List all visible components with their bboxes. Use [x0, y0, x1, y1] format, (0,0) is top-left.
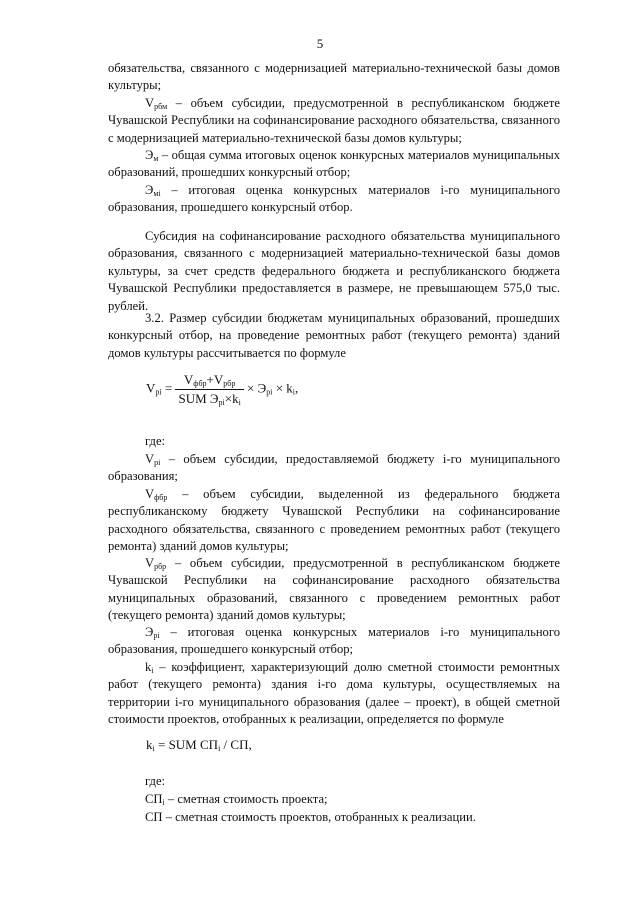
paragraph-subsidy [108, 228, 560, 315]
definition-eri: $Э_{рi}$ – итоговая оценка конкурсных материалов i-го муниципального образования, прошедшего конкурсный отбор; [108, 625, 560, 657]
symbol: V [145, 96, 155, 110]
fraction-denominator: SUM $Э_{рi}\times k_i$ [178, 391, 241, 407]
formula-vri: $V_{рi}$ = $\frac{V_{фбр}+V_{рбр}}{SUM Э_{рi}\times k_i}$ × $Э_{рi} \times k_i$, [146, 372, 299, 407]
definition-em [108, 147, 560, 182]
definition-text: – общая сумма итоговых оценок конкурсных материалов муниципальных образований, прошедших конкурсный отбор; [108, 148, 560, 180]
formula-fraction [175, 372, 243, 407]
definition-vfbr: $V_{фбр}$ – объем субсидии, выделенной из федерального бюджета республиканскому бюджету Чувашской Республики на софинансирование расходного обязательства, связанного с проведением ремонтных работ (текущего ремонта) зданий домов культуры; [108, 487, 560, 554]
text-p1: обязательства, связанного с модернизацией материально-технической базы домов культуры; [108, 61, 560, 93]
definition-ki: $k_i$ – коэффициент, характеризующий долю сметной стоимости ремонтных работ (текущего ремонта) здания i-го дома культуры, осуществляемых на территории i-го муниципального образования (далее – проект), в общей сметной стоимости проектов, отобранных к реализации, определяется по формуле [108, 660, 560, 727]
symbol-sub: рбм [154, 102, 168, 111]
symbol-sub: мi [153, 189, 161, 198]
definition-spi: $СП_i$ – сметная стоимость проекта; [145, 792, 328, 807]
definition-text: – объем субсидии, предусмотренной в республиканском бюджете Чувашской Республики на софинансирование расходного обязательства, связанного с модернизацией материально-технической базы домов культуры; [108, 96, 560, 145]
text-3-2: 3.2. Размер субсидии бюджетам муниципальных образований, прошедших конкурсный отбор, на проведение ремонтных работ (текущего ремонта) зданий домов культуры рассчитывается по формуле [108, 311, 560, 360]
definition-vrbm [108, 95, 560, 147]
definition-text: – итоговая оценка конкурсных материалов i-го муниципального образования, прошедшего конкурсный отбор. [108, 183, 560, 215]
definition-emi [108, 182, 560, 217]
text-subsidy: Субсидия на софинансирование расходного обязательства муниципального образования, связанного с модернизацией материально-технической базы домов культуры, за счет средств федерального бюджета и республиканского бюджета Чувашской Республики предоставляется в размере, не превышающем 575,0 тыс. рублей. [108, 229, 560, 313]
paragraph-continuation [108, 60, 560, 95]
definition-vrbr: $V_{рбр}$ – объем субсидии, предусмотренной в республиканском бюджете Чувашской Республики на софинансирование расходного обязательства муниципальных образований, связанного с проведением ремонтных работ (текущего ремонта) зданий домов культуры; [108, 556, 560, 623]
paragraph-3-2 [108, 310, 560, 362]
symbol: Э [145, 183, 154, 197]
symbol: Э [145, 148, 154, 162]
fraction-numerator: $V_{фбр}+V_{рбр}$ [175, 372, 243, 390]
where-label-1: где: [145, 434, 166, 448]
page-number: 5 [316, 36, 324, 51]
symbol-sub: м [153, 154, 159, 163]
where-label-2: где: [145, 774, 166, 788]
definition-vri: $V_{рi}$ – объем субсидии, предоставляемой бюджету i-го муниципального образования; [108, 452, 560, 484]
formula-ki: $k_i$ = SUM $СП_i$ / СП, [146, 737, 252, 753]
definition-sp: СП – сметная стоимость проектов, отобранных к реализации. [145, 810, 476, 824]
